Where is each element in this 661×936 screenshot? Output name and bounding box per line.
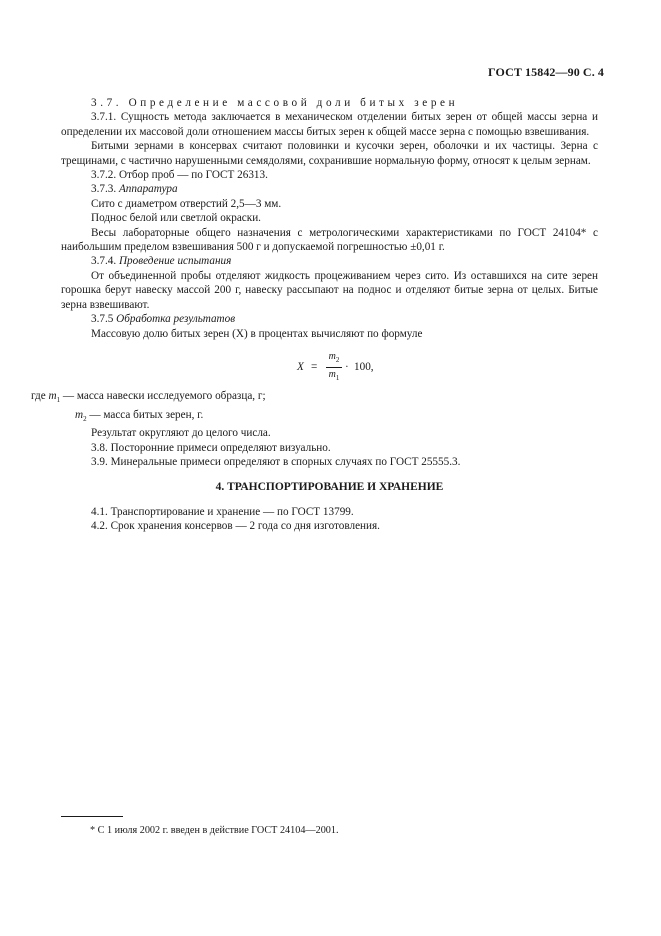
paragraph-rounding: Результат округляют до целого числа. [91,427,271,440]
document-body [31,96,598,534]
paragraph-broken-grains: Битыми зернами в консервах считают половинки и кусочки зерен, оболочки и их частицы. Зерна с трещинами, с частично нарушенными семядолями, сохранившие нормальную форму, относят к целым зернам. [61,140,598,167]
m1-symbol: $m_1$ [48,389,61,405]
section-3-7-4-heading: Проведение испытания [118,255,232,268]
section-3-7-4-number: 3.7.4. [91,255,117,268]
running-header: ГОСТ 15842—90 С. 4 [488,65,604,79]
formula-fraction [326,351,342,384]
paragraph-formula-intro: Массовую долю битых зерен (X) в процентах вычисляют по формуле [91,327,423,340]
section-3-7-5-number: 3.7.5 [91,313,114,326]
paragraph-sieve: Сито с диаметром отверстий 2,5—3 мм. [91,197,282,210]
definition-m2 [53,408,598,427]
paragraph-3-8: 3.8. Посторонние примеси определяют визуально. [91,441,331,454]
section-3-7-5-heading: Обработка результатов [116,313,236,326]
paragraph-3-9: 3.9. Минеральные примеси определяют в спорных случаях по ГОСТ 25555.3. [91,456,461,468]
section-3-7-3-title [61,182,598,196]
formula-equals: = [311,360,318,373]
section-3-7-3-heading: Аппаратура [118,183,178,196]
formula-factor: 100, [354,360,374,373]
m1-definition: — масса навески исследуемого образца, г; [62,389,266,402]
paragraph-4-2: 4.2. Срок хранения консервов — 2 года со дня изготовления. [91,520,380,533]
paragraph-scales: Весы лабораторные общего назначения с метрологическими характеристиками по ГОСТ 24104* с наибольшим пределом взвешивания 500 г и допускаемой погрешностью ±0,01 г. [61,226,598,254]
section-4-title: 4. ТРАНСПОРТИРОВАНИЕ И ХРАНЕНИЕ [215,481,444,494]
paragraph-4-1: 4.1. Транспортирование и хранение — по ГОСТ 13799. [91,505,354,518]
footnote-divider [61,816,123,817]
m2-symbol: $m_2$ [75,408,87,423]
formula-block [61,351,598,385]
formula-numerator: $m_2$ [326,351,342,368]
footnote: * С 1 июля 2002 г. введен в действие ГОСТ 24104—2001. [90,825,339,836]
definition-m1 [31,389,598,408]
formula-lhs: X [297,360,304,373]
m2-definition: — масса битых зерен, г. [89,408,204,421]
paragraph-tray: Поднос белой или светлой окраски. [91,212,261,225]
paragraph-3-7-1: 3.7.1. Сущность метода заключается в механическом отделении битых зерен от общей массы зерна и определении их массовой доли отношением массы битых зерен к общей массе зерна с помощью взвешивания. [61,111,598,138]
paragraph-procedure: От объединенной пробы отделяют жидкость процеживанием через сито. Из оставшихся на сите зерен горошка берут навеску массой 200 г, навеску рассыпают на поднос и отделяют битые зерна от целых. Битые зерна взвешивают. [61,269,598,311]
section-3-7-5-title [61,312,598,326]
formula-denominator: $m_1$ [328,368,340,382]
where-word: где [31,389,46,402]
section-3-7-3-number: 3.7.3. [91,183,117,196]
section-3-7-title [61,96,598,110]
section-3-7-4-title [61,254,598,268]
formula-multiply: · [345,360,349,373]
section-3-7-heading: 3.7. Определение массовой доли битых зерен [91,97,459,109]
paragraph-3-7-2: 3.7.2. Отбор проб — по ГОСТ 26313. [91,169,268,182]
